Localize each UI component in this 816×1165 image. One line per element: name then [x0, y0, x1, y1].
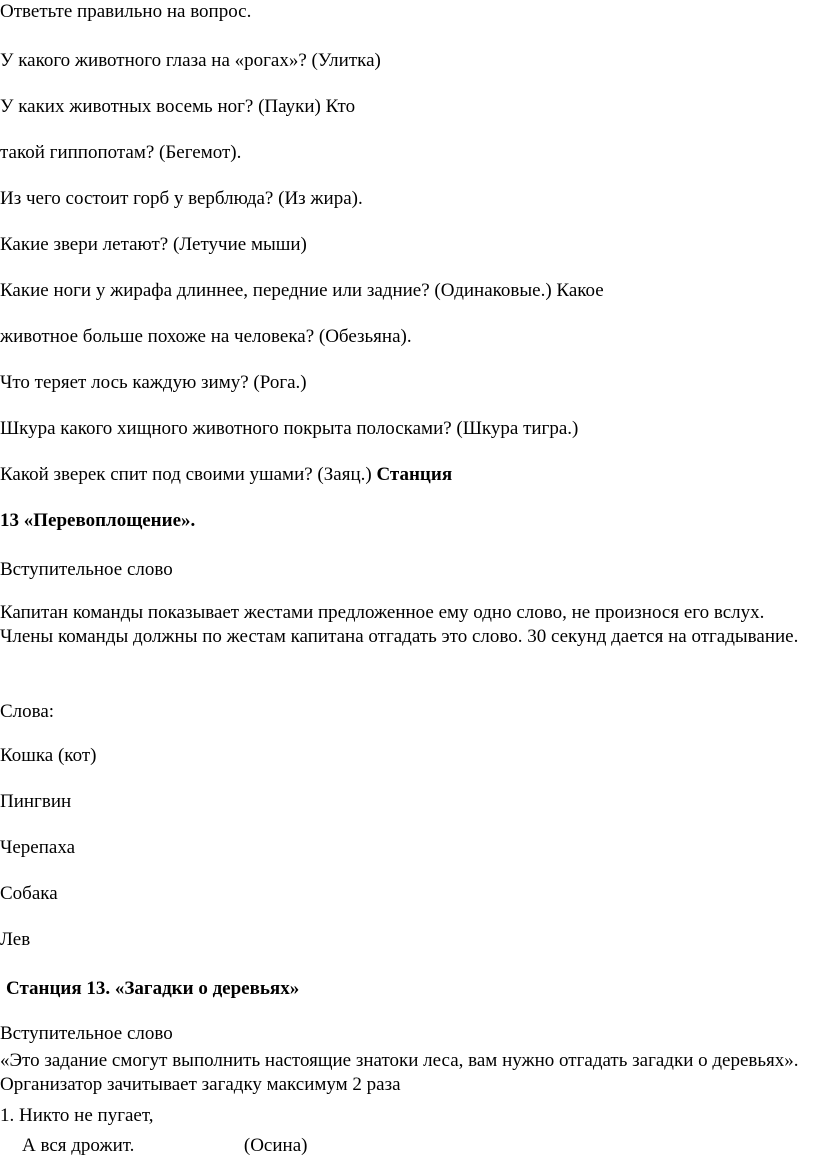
riddle-line-1: 1. Никто не пугает,	[0, 1105, 154, 1126]
question-8-line	[0, 463, 452, 487]
word-item: Черепаха	[0, 837, 75, 858]
question-8: Какой зверек спит под своими ушами? (Заяц.)	[0, 464, 372, 485]
station-heading-word: Станция	[376, 464, 453, 485]
question-5-cont: животное больше похоже на человека? (Обезьяна).	[0, 326, 412, 347]
words-label: Слова:	[0, 701, 55, 722]
question-3: Из чего состоит горб у верблюда? (Из жира).	[0, 188, 363, 209]
question-5: Какие ноги у жирафа длиннее, передние или задние? (Одинаковые.) Какое	[0, 280, 604, 301]
word-item: Лев	[0, 929, 31, 950]
station-13-trees-description: «Это задание смогут выполнить настоящие знатоки леса, вам нужно отгадать загадки о деревьях». Организатор зачитывает загадку максимум 2 раза	[0, 1050, 799, 1095]
station-13-title: 13 «Перевоплощение».	[0, 510, 196, 531]
question-4: Какие звери летают? (Летучие мыши)	[0, 234, 307, 255]
word-item: Собака	[0, 883, 58, 904]
question-1: У какого животного глаза на «рогах»? (Улитка)	[0, 50, 381, 71]
riddle-line-2-row	[22, 1134, 307, 1158]
intro-label: Вступительное слово	[0, 559, 173, 580]
question-7: Шкура какого хищного животного покрыта полосками? (Шкура тигра.)	[0, 418, 579, 439]
question-2-cont: такой гиппопотам? (Бегемот).	[0, 142, 242, 163]
quiz-intro: Ответьте правильно на вопрос.	[0, 1, 252, 22]
station-13-description: Капитан команды показывает жестами предложенное ему одно слово, не произнося его вслух. Члены команды должны по жестам капитана отгадать это слово. 30 секунд дается на отгадывание.	[0, 602, 799, 647]
word-item: Кошка (кот)	[0, 745, 97, 766]
question-6: Что теряет лось каждую зиму? (Рога.)	[0, 372, 307, 393]
word-item: Пингвин	[0, 791, 72, 812]
intro-label-2: Вступительное слово	[0, 1023, 173, 1044]
riddle-line-2: А вся дрожит.	[22, 1135, 135, 1156]
riddle-answer: (Осина)	[243, 1135, 308, 1156]
station-13-trees-title: Станция 13. «Загадки о деревьях»	[6, 978, 300, 999]
question-2: У каких животных восемь ног? (Пауки) Кто	[0, 96, 356, 117]
